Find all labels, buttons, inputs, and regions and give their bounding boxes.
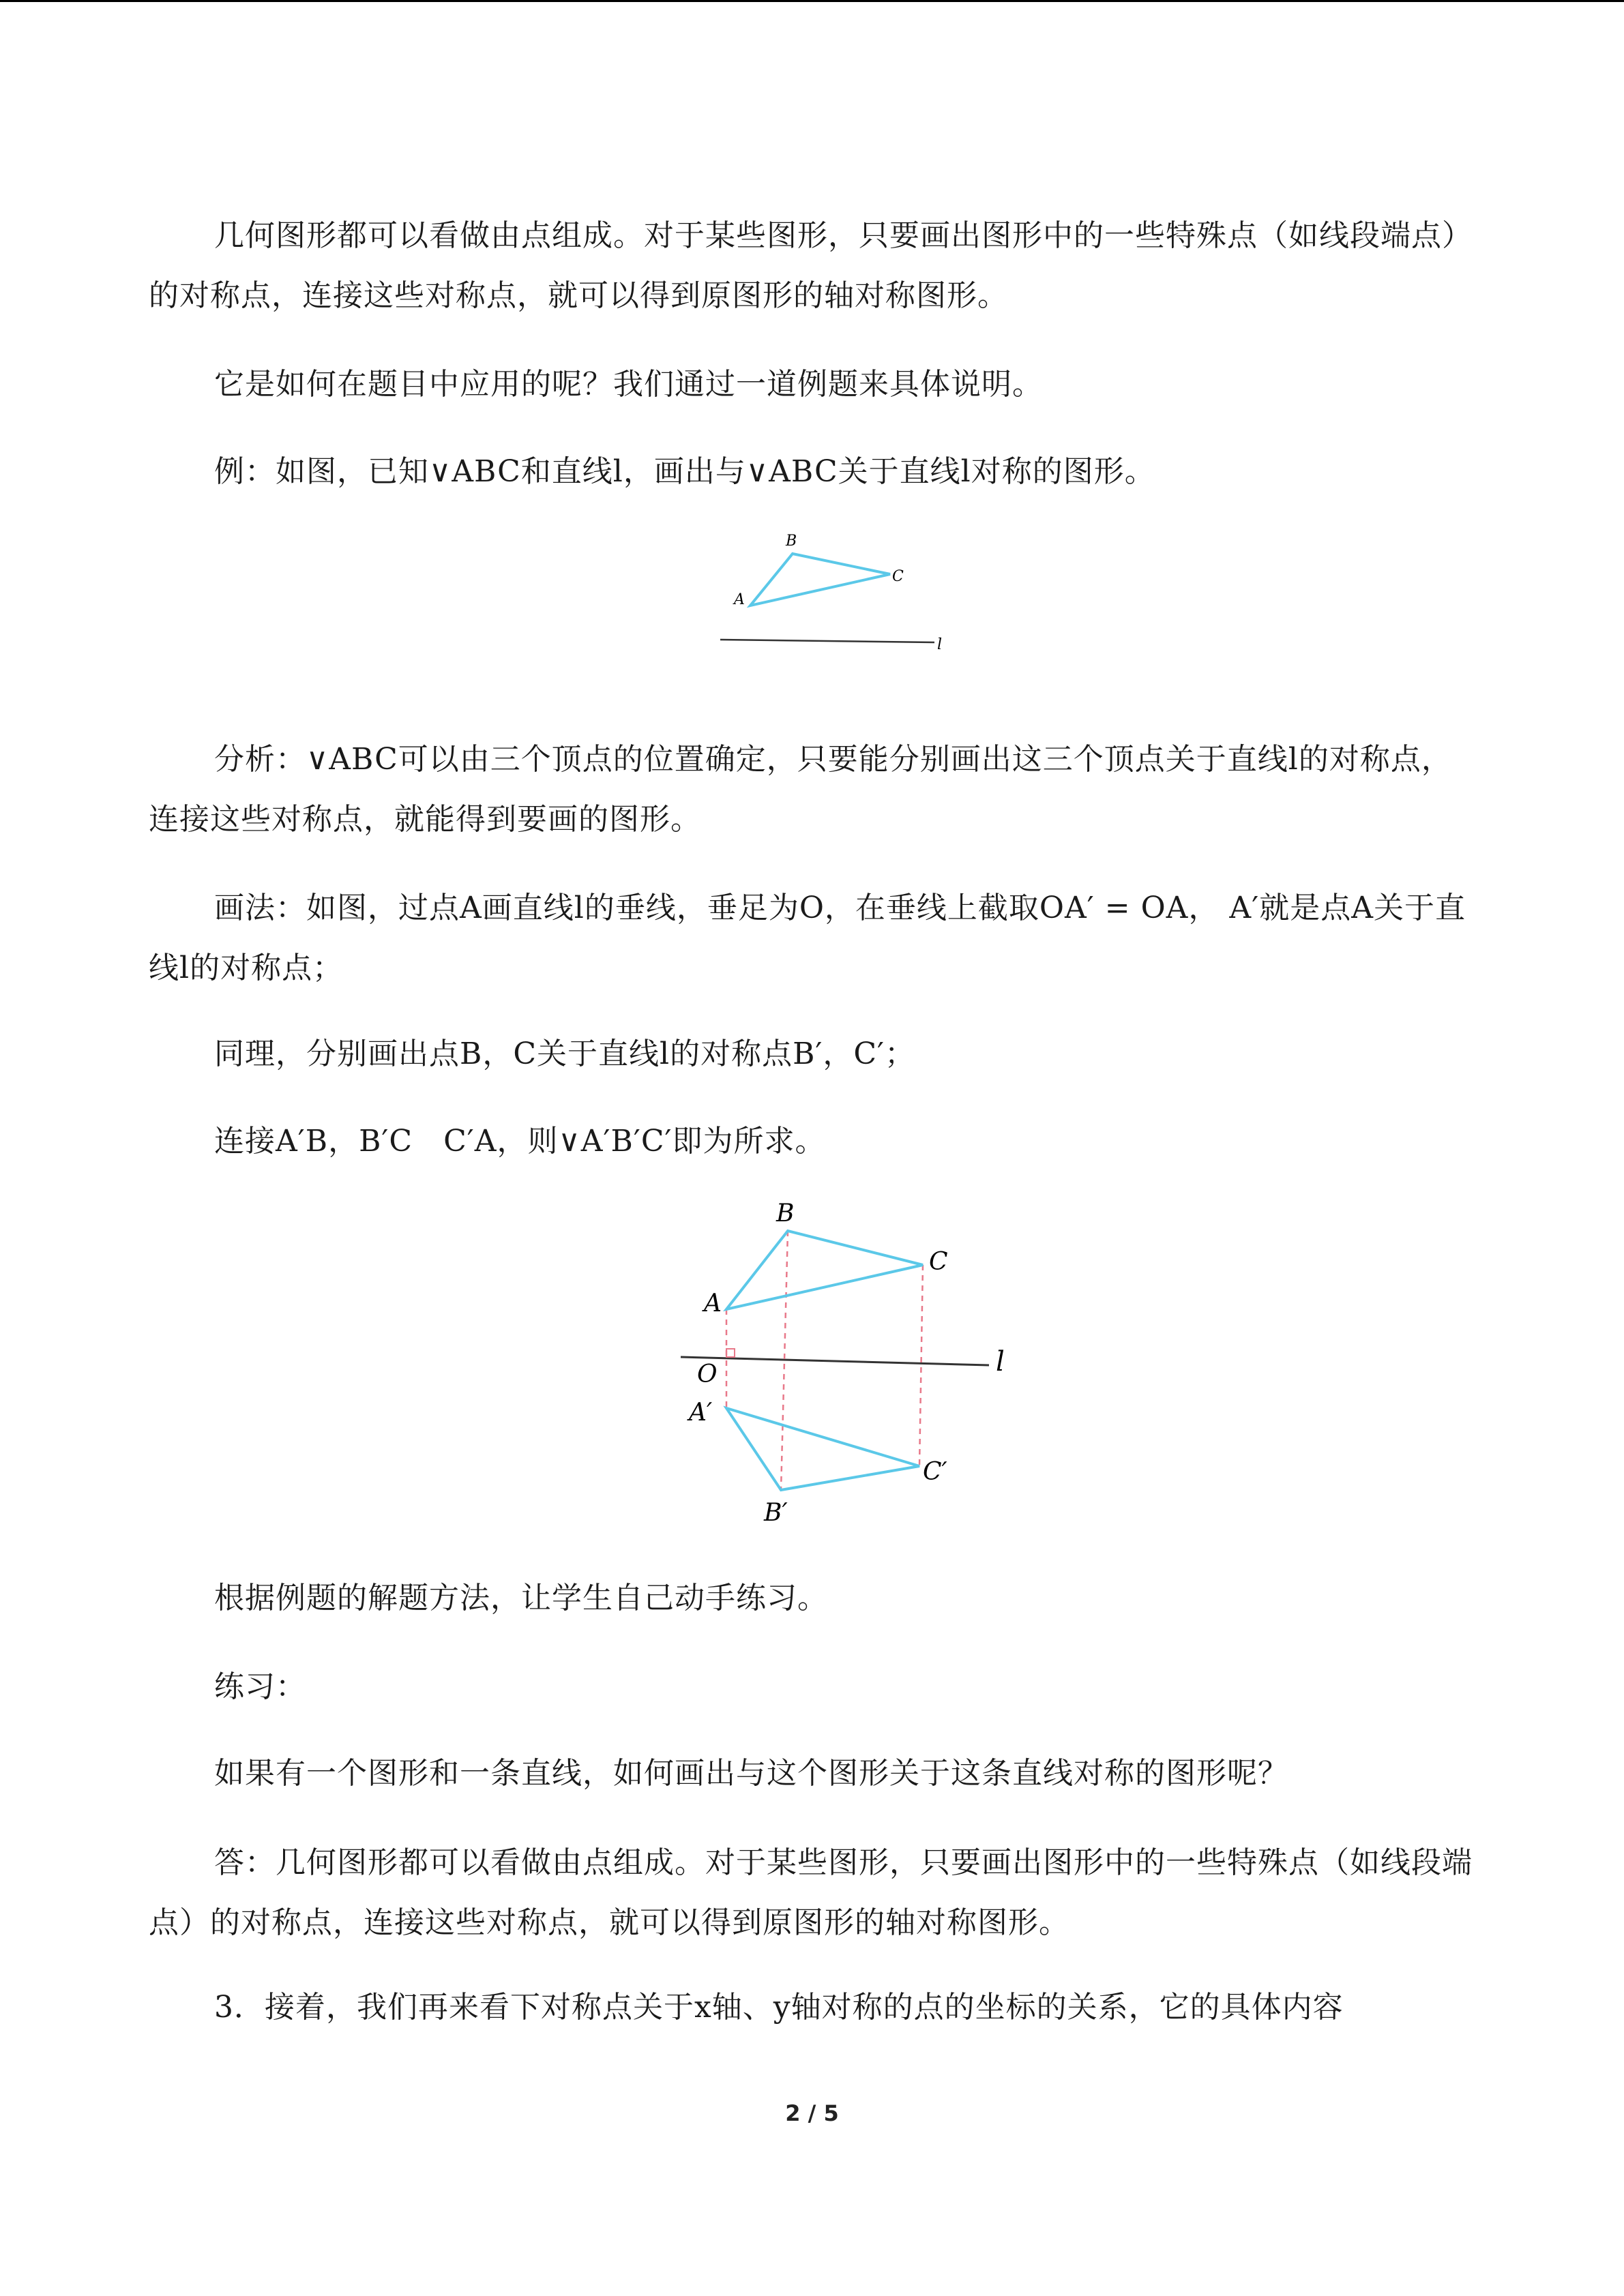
paragraph-practice-label: 练习： [214, 1669, 306, 1704]
right-angle-mark [726, 1349, 735, 1357]
line-l [720, 640, 934, 642]
paragraph-practice-intro: 根据例题的解题方法，让学生自己动手练习。 [214, 1581, 828, 1615]
paragraph-answer: 答：几何图形都可以看做由点组成。对于某些图形，只要画出图形中的一些特殊点（如线段端点）的对称点，连接这些对称点，就可以得到原图形的轴对称图形。 [149, 1845, 1473, 1940]
label-b: B [776, 1199, 795, 1227]
construction-figure [675, 1197, 1016, 1538]
label-c: C [929, 1248, 948, 1276]
label-l: l [996, 1346, 1005, 1377]
label-c-prime: C′ [923, 1458, 947, 1486]
page-top-border [0, 0, 1624, 2]
paragraph-intro: 几何图形都可以看做由点组成。对于某些图形，只要画出图形中的一些特殊点（如线段端点）的对称点，连接这些对称点，就可以得到原图形的轴对称图形。 [149, 218, 1473, 313]
triangle-abc [750, 554, 890, 606]
paragraph-coordinates: 3．接着，我们再来看下对称点关于x轴、y轴对称的点的坐标的关系，它的具体内容 [214, 1990, 1344, 2025]
label-b-prime: B′ [764, 1499, 788, 1527]
label-b: B [786, 533, 797, 550]
label-a: A [704, 1289, 722, 1317]
paragraph-practice-question: 如果有一个图形和一条直线，如何画出与这个图形关于这条直线对称的图形呢？ [214, 1756, 1288, 1791]
label-a-prime: A′ [689, 1399, 713, 1427]
label-a: A [734, 591, 745, 608]
paragraph-similarly: 同理，分别画出点B，C关于直线l的对称点B′，C′； [214, 1037, 916, 1071]
paragraph-analysis: 分析：∨ABC可以由三个顶点的位置确定，只要能分别画出这三个顶点关于直线l的对称点，连接这些对称点，就能得到要画的图形。 [149, 742, 1452, 837]
label-c: C [892, 568, 904, 585]
paragraph-connect: 连接A′B，B′C C′A，则∨A′B′C′即为所求。 [214, 1124, 826, 1159]
page-number: 2 / 5 [785, 2100, 839, 2126]
paragraph-method: 画法：如图，过点A画直线l的垂线，垂足为O，在垂线上截取OA′ = OA， A′就是点A关于直线l的对称点； [149, 891, 1466, 985]
label-l: l [937, 636, 943, 653]
paragraph-question: 它是如何在题目中应用的呢？我们通过一道例题来具体说明。 [214, 367, 1043, 402]
triangle-a2b2c2 [726, 1408, 919, 1490]
example-figure [709, 525, 982, 661]
paragraph-example: 例：如图，已知∨ABC和直线l，画出与∨ABC关于直线l对称的图形。 [214, 454, 1155, 489]
label-o: O [697, 1360, 718, 1388]
triangle-abc [726, 1231, 923, 1309]
